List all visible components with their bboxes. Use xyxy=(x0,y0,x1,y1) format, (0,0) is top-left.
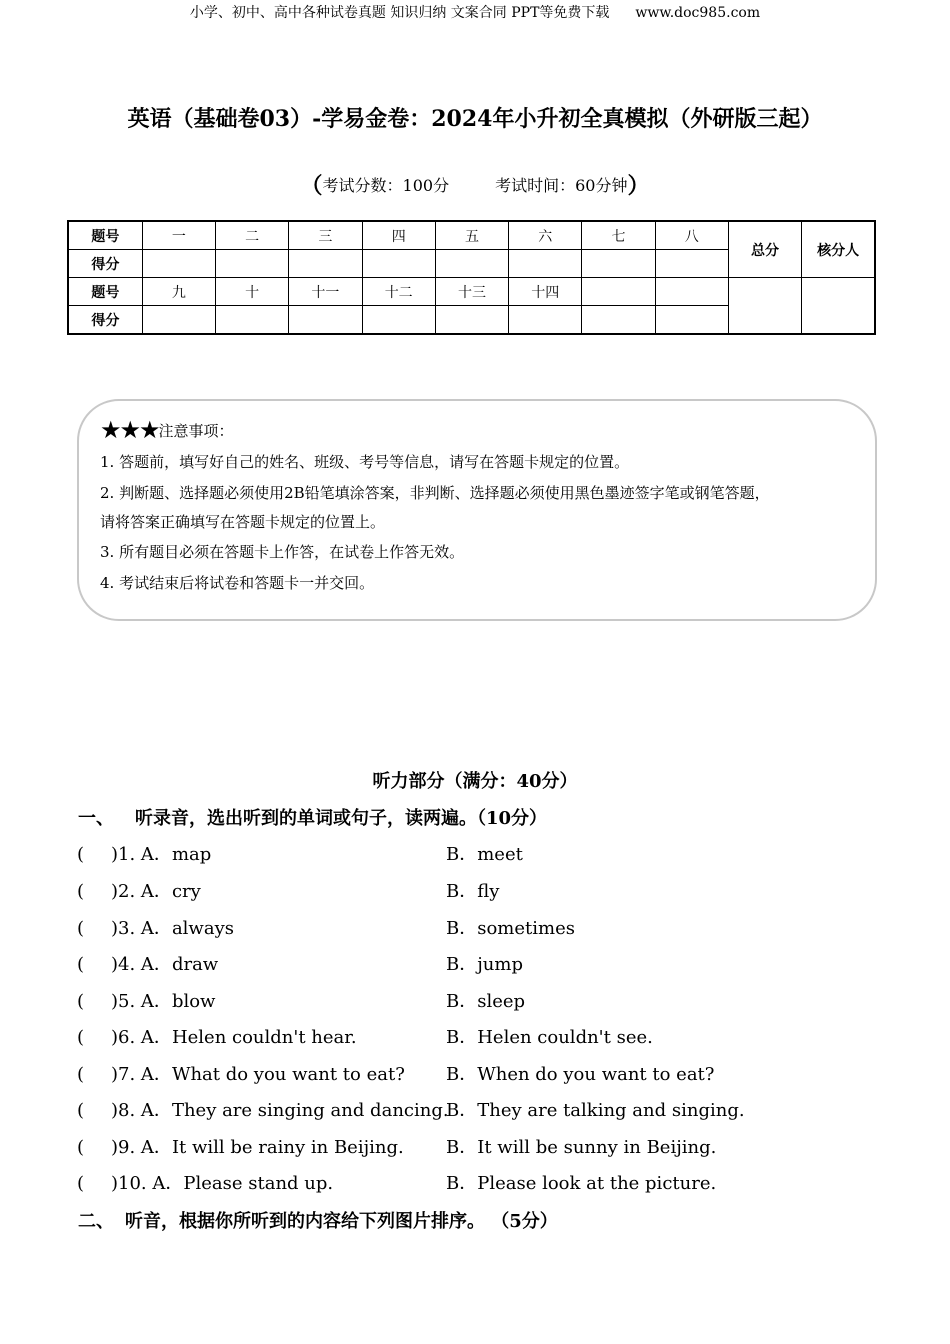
question-number: 十一 xyxy=(289,278,362,306)
checker-cell[interactable] xyxy=(802,278,875,335)
answer-blank[interactable]: ( xyxy=(77,1027,85,1048)
answer-blank[interactable]: ( xyxy=(77,1064,85,1085)
notice-item: 4. 考试结束后将试卷和答题卡一并交回。 xyxy=(100,574,375,592)
score-cell[interactable] xyxy=(435,250,508,278)
answer-blank[interactable]: ( xyxy=(77,918,85,939)
question-number: 八 xyxy=(655,221,728,250)
score-cell[interactable] xyxy=(655,250,728,278)
score-cell[interactable] xyxy=(435,306,508,335)
score-cell[interactable] xyxy=(289,250,362,278)
option-b: B．fly xyxy=(446,881,500,902)
option-b: B．Helen couldn't see. xyxy=(446,1027,653,1048)
score-cell[interactable] xyxy=(142,250,215,278)
header-slogan: 小学、初中、高中各种试卷真题 知识归纳 文案合同 PPT等免费下载 xyxy=(189,5,610,21)
question-number: 9. A． xyxy=(118,1137,172,1158)
question-number: 3. A． xyxy=(118,918,172,939)
score-cell[interactable] xyxy=(216,306,289,335)
question-number: 一 xyxy=(142,221,215,250)
answer-blank[interactable]: ( xyxy=(77,991,85,1012)
option-b: B．meet xyxy=(446,844,523,865)
row-label-score: 得分 xyxy=(68,306,142,335)
question-number: 4. A． xyxy=(118,954,172,975)
score-cell[interactable] xyxy=(216,250,289,278)
question-number: 九 xyxy=(142,278,215,306)
question-6: ( )6. A．Helen couldn't hear. xyxy=(77,1027,357,1048)
option-a: cry xyxy=(171,881,201,902)
notice-item: 2. 判断题、选择题必须使用2B铅笔填涂答案，非判断、选择题必须使用黑色墨迹签字笔或钢笔答题， xyxy=(100,484,770,502)
answer-blank[interactable]: ( xyxy=(77,881,85,902)
exam-info xyxy=(0,169,950,200)
answer-blank[interactable]: ( xyxy=(77,1137,85,1158)
score-cell[interactable] xyxy=(509,250,582,278)
option-b: B．It will be sunny in Beijing. xyxy=(446,1137,717,1158)
score-cell xyxy=(582,278,655,306)
score-row-numbers-2 xyxy=(68,278,875,306)
question-number: 十二 xyxy=(362,278,435,306)
notice-item: 请将答案正确填写在答题卡规定的位置上。 xyxy=(100,513,386,531)
question-number: 七 xyxy=(582,221,655,250)
score-table xyxy=(67,220,876,335)
page-title: 英语（基础卷03）-学易金卷：2024年小升初全真模拟（外研版三起） xyxy=(127,106,823,132)
answer-blank[interactable]: ( xyxy=(77,954,85,975)
question-5: ( )5. A．blow xyxy=(77,991,216,1012)
option-a: Helen couldn't hear. xyxy=(171,1027,357,1048)
exam-info-close: ） xyxy=(627,173,650,199)
exam-info-open: （ xyxy=(300,173,323,199)
question-10: ( )10. A．Please stand up. xyxy=(77,1173,334,1194)
option-a: blow xyxy=(171,991,216,1012)
question-number: 8. A． xyxy=(118,1100,172,1121)
score-cell[interactable] xyxy=(509,306,582,335)
part2-number: 二、 xyxy=(78,1211,114,1232)
exam-time: 考试时间：60分钟 xyxy=(495,176,628,195)
option-a: draw xyxy=(171,954,219,975)
question-9: ( )9. A．It will be rainy in Beijing. xyxy=(77,1137,404,1158)
row-label-number: 题号 xyxy=(68,221,142,250)
listening-heading: 听力部分（满分：40分） xyxy=(372,771,578,792)
part2-instructions: 听音，根据你所听到的内容给下列图片排序。 （5分） xyxy=(125,1211,558,1232)
question-1: ( )1. A．map xyxy=(77,844,212,865)
score-cell[interactable] xyxy=(582,306,655,335)
question-number: 5. A． xyxy=(118,991,172,1012)
notice-item: 1. 答题前，填写好自己的姓名、班级、考号等信息，请写在答题卡规定的位置。 xyxy=(100,453,630,471)
question-number: 六 xyxy=(509,221,582,250)
question-number: 五 xyxy=(435,221,508,250)
option-a: always xyxy=(171,918,234,939)
score-cell[interactable] xyxy=(289,306,362,335)
option-a: Please stand up. xyxy=(183,1173,334,1194)
notice-title xyxy=(100,416,234,444)
part1-instructions: 听录音，选出听到的单词或句子，读两遍。（10分） xyxy=(135,808,548,829)
question-number: 四 xyxy=(362,221,435,250)
option-b: B．When do you want to eat? xyxy=(446,1064,715,1085)
score-cell[interactable] xyxy=(582,250,655,278)
question-number: 十三 xyxy=(435,278,508,306)
question-7: ( )7. A．What do you want to eat? xyxy=(77,1064,405,1085)
answer-blank[interactable]: ( xyxy=(77,844,85,865)
score-cell[interactable] xyxy=(362,250,435,278)
page-header xyxy=(0,2,950,22)
total-score-label: 总分 xyxy=(728,221,801,278)
score-cell xyxy=(655,278,728,306)
option-a: What do you want to eat? xyxy=(171,1064,405,1085)
option-a: map xyxy=(171,844,212,865)
checker-label: 核分人 xyxy=(802,221,875,278)
option-b: B．They are talking and singing. xyxy=(446,1100,745,1121)
question-3: ( )3. A．always xyxy=(77,918,234,939)
question-number: 7. A． xyxy=(118,1064,172,1085)
star-icon: ★★★ xyxy=(100,416,159,444)
row-label-score: 得分 xyxy=(68,250,142,278)
question-number: 6. A． xyxy=(118,1027,172,1048)
question-2: ( )2. A．cry xyxy=(77,881,201,902)
option-a: They are singing and dancing. xyxy=(171,1100,449,1121)
row-label-number: 题号 xyxy=(68,278,142,306)
total-score-cell[interactable] xyxy=(728,278,801,335)
question-number: 十四 xyxy=(509,278,582,306)
question-number: 二 xyxy=(216,221,289,250)
option-b: B．jump xyxy=(446,954,523,975)
question-number: 1. A． xyxy=(118,844,172,865)
score-cell[interactable] xyxy=(655,306,728,335)
exam-score: 考试分数：100分 xyxy=(322,176,450,195)
notice-item: 3. 所有题目必须在答题卡上作答，在试卷上作答无效。 xyxy=(100,543,465,561)
question-8: ( )8. A．They are singing and dancing. xyxy=(77,1100,449,1121)
question-number: 十 xyxy=(216,278,289,306)
answer-blank[interactable]: ( xyxy=(77,1173,85,1194)
option-a: It will be rainy in Beijing. xyxy=(171,1137,404,1158)
option-b: B．sometimes xyxy=(446,918,575,939)
header-url[interactable]: www.doc985.com xyxy=(635,5,761,21)
question-number: 三 xyxy=(289,221,362,250)
option-b: B．Please look at the picture. xyxy=(446,1173,717,1194)
score-cell[interactable] xyxy=(142,306,215,335)
score-row-numbers-1 xyxy=(68,221,875,250)
question-number: 2. A． xyxy=(118,881,172,902)
option-b: B．sleep xyxy=(446,991,526,1012)
question-4: ( )4. A．draw xyxy=(77,954,219,975)
part1-number: 一、 xyxy=(78,808,114,829)
question-number: 10. A． xyxy=(118,1173,184,1194)
notice-heading: 注意事项： xyxy=(158,422,234,440)
score-cell[interactable] xyxy=(362,306,435,335)
answer-blank[interactable]: ( xyxy=(77,1100,85,1121)
